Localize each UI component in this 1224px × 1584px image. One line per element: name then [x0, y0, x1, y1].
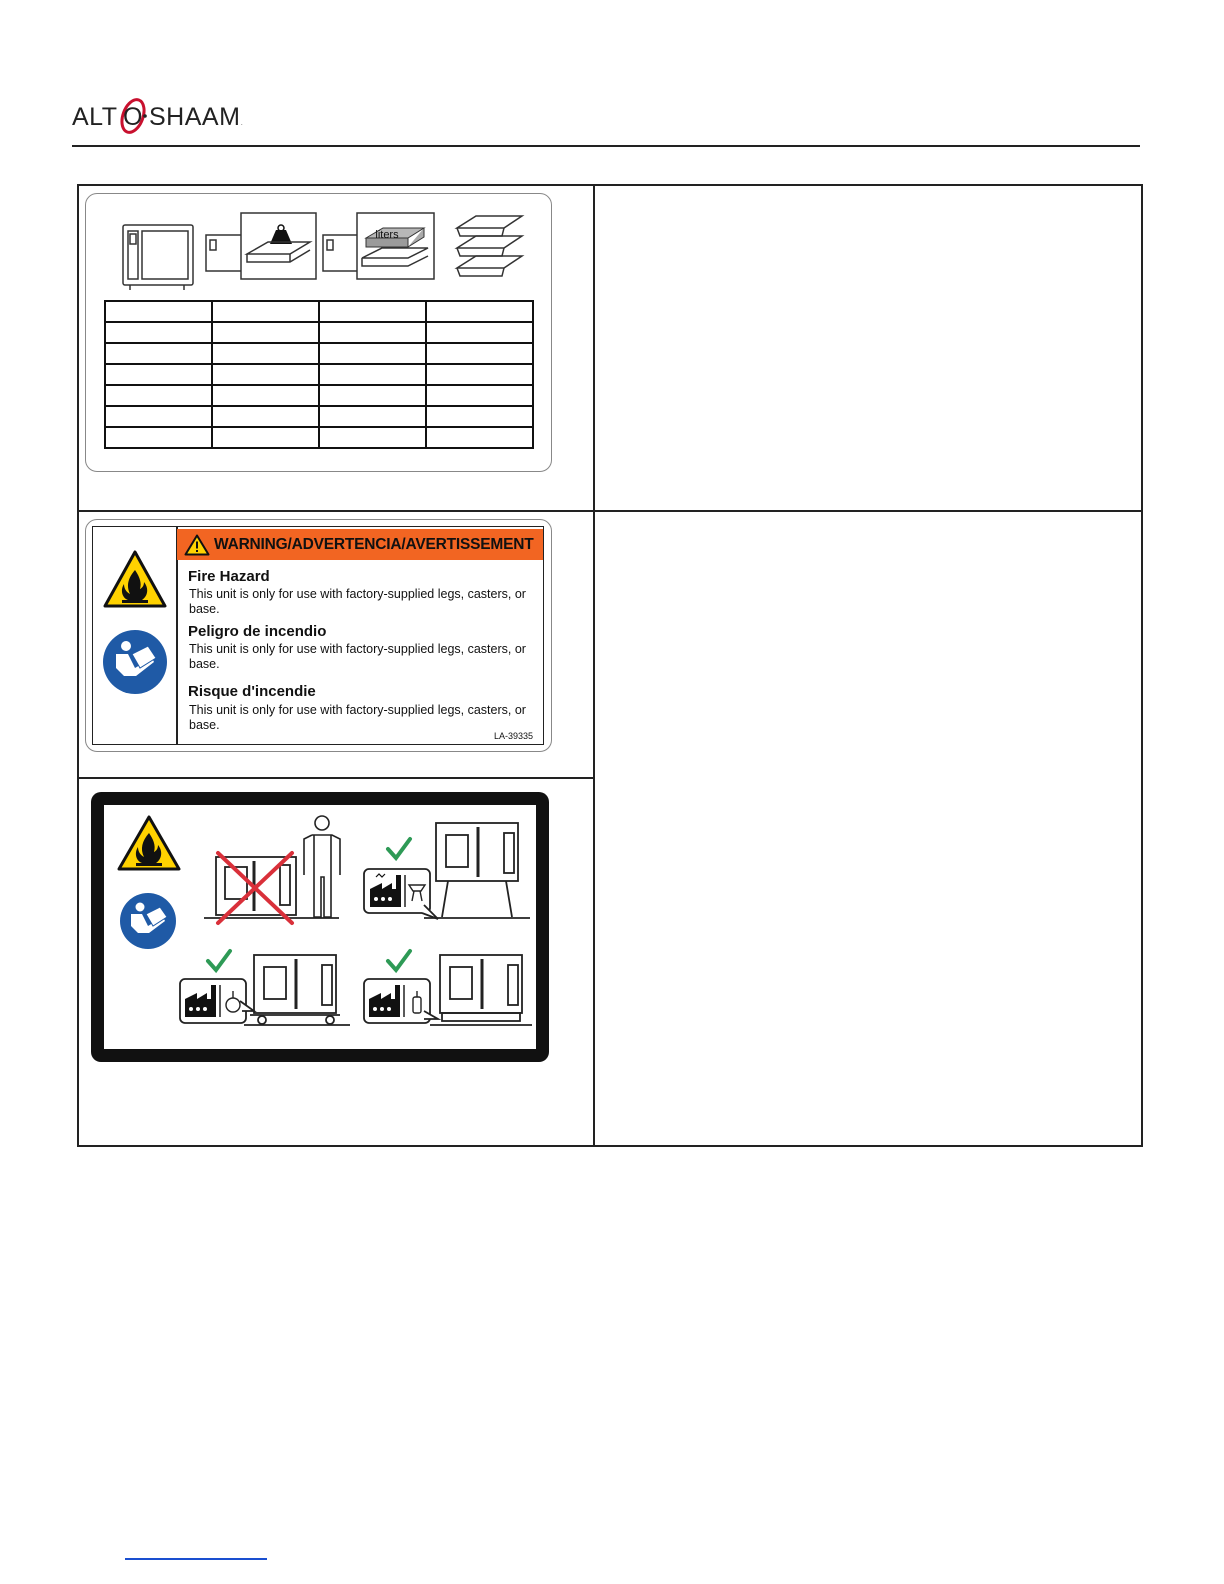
svg-text:O: O [123, 103, 143, 131]
oven-icon [206, 235, 242, 271]
stacked-pans-icon [457, 216, 522, 276]
brand-logo [72, 92, 250, 142]
warning-label-icons [102, 550, 168, 698]
liters-tag: liters [375, 229, 399, 241]
oven-on-casters-icon [244, 955, 350, 1025]
header-divider [72, 145, 1140, 147]
hazard-title-fr: Risque d'incendie [188, 683, 316, 700]
warning-banner [177, 529, 543, 560]
table-row-divider [77, 510, 1143, 512]
footer-link-underline[interactable] [125, 1558, 267, 1560]
capacity-table [104, 300, 534, 449]
table-row [105, 385, 533, 406]
hazard-body-fr: This unit is only for use with factory-supplied legs, casters, or base. [189, 703, 526, 732]
check-icon [388, 839, 410, 858]
capacity-pictograms [120, 210, 540, 298]
fire-hazard-icon [119, 817, 179, 869]
table-row [105, 301, 533, 322]
read-manual-icon [120, 893, 176, 949]
table-row [105, 406, 533, 427]
oven-icon [123, 225, 193, 290]
table-row [105, 427, 533, 448]
hazard-body-es: This unit is only for use with factory-supplied legs, casters, or base. [189, 642, 526, 671]
oven-icon [323, 235, 359, 271]
table-column-divider [593, 184, 595, 1147]
table-row [105, 364, 533, 385]
table-row-divider [77, 777, 595, 779]
hazard-title-en: Fire Hazard [188, 568, 270, 585]
svg-text:.: . [241, 121, 243, 127]
factory-casters-callout [180, 979, 254, 1023]
oven-on-base-icon [430, 955, 532, 1025]
factory-legs-callout [364, 869, 438, 919]
oven-on-floor-icon [204, 857, 339, 918]
table-row [105, 343, 533, 364]
part-number: LA-39335 [494, 731, 534, 741]
warning-banner-text: WARNING/ADVERTENCIA/AVERTISSEMENT [214, 535, 534, 553]
read-manual-icon [103, 630, 167, 694]
person-icon [304, 816, 340, 917]
factory-base-callout [364, 979, 438, 1023]
logo-text-left: ALT [72, 103, 118, 131]
table-row [105, 322, 533, 343]
hazard-title-es: Peligro de incendio [188, 623, 327, 640]
check-icon [208, 951, 230, 970]
check-icon [388, 951, 410, 970]
warning-triangle-icon [184, 534, 210, 556]
pictogram-scene [104, 805, 536, 1049]
svg-text:SHAAM: SHAAM [149, 103, 241, 131]
hazard-body-en: This unit is only for use with factory-supplied legs, casters, or base. [189, 587, 526, 616]
fire-hazard-icon [105, 552, 165, 606]
oven-on-legs-icon [424, 823, 530, 918]
